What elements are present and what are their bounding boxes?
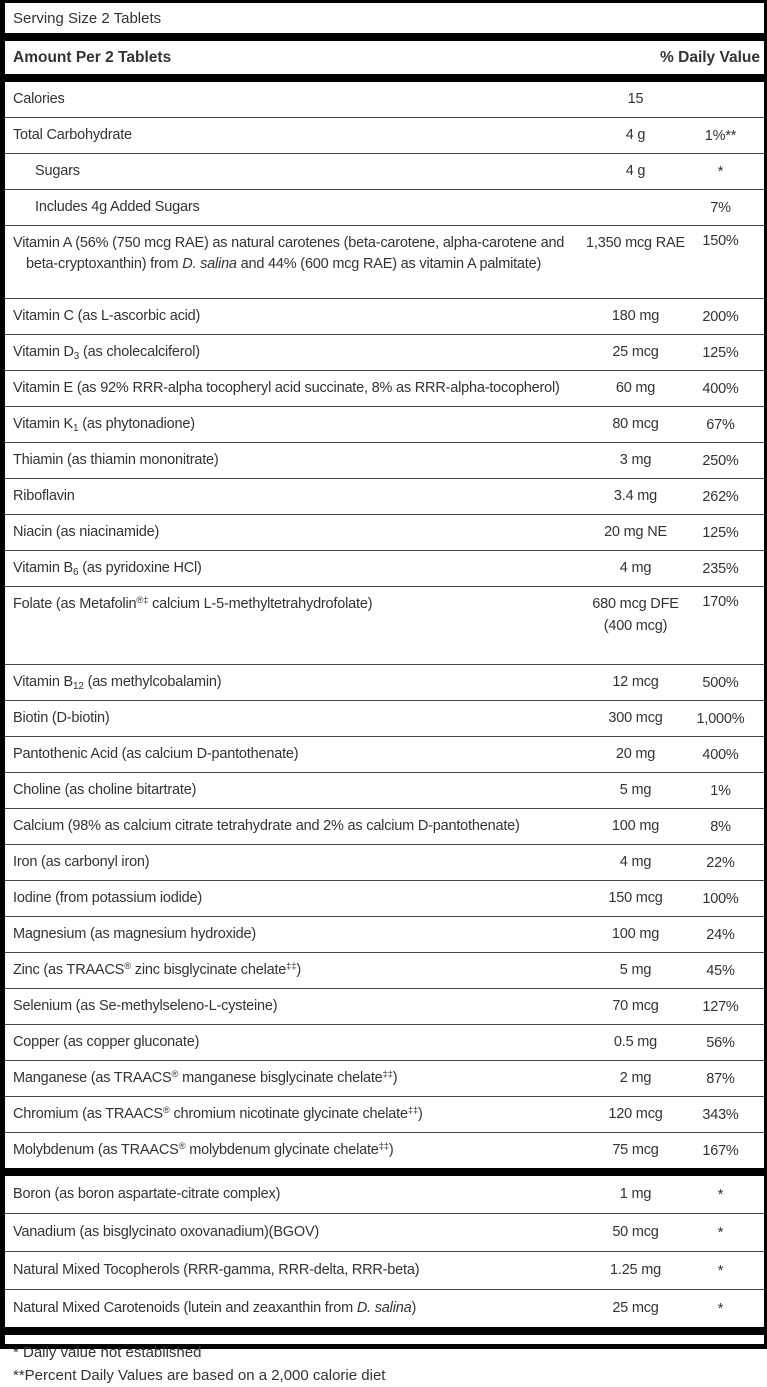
- table-row: [5, 407, 764, 443]
- table-row: [5, 335, 764, 371]
- row-amount: 25 mcg: [578, 1298, 693, 1320]
- row-label: Sugars: [5, 161, 578, 182]
- row-label: Calories: [5, 89, 578, 110]
- row-daily-value: 400%: [693, 747, 748, 763]
- row-amount: 25 mcg: [578, 342, 693, 364]
- row-label: Vanadium (as bisglycinato oxovanadium)(BGOV): [5, 1222, 578, 1243]
- row-amount: 4 g: [578, 161, 693, 183]
- row-daily-value: 24%: [693, 927, 748, 943]
- row-daily-value: 170%: [693, 594, 748, 610]
- row-label: Includes 4g Added Sugars: [5, 197, 578, 218]
- row-daily-value: 262%: [693, 489, 748, 505]
- table-row: [5, 443, 764, 479]
- table-row: [5, 1097, 764, 1133]
- row-label: Zinc (as TRAACS® zinc bisglycinate chelate‡‡): [5, 960, 578, 981]
- row-daily-value: 127%: [693, 999, 748, 1015]
- row-daily-value: 235%: [693, 561, 748, 577]
- row-daily-value: 343%: [693, 1107, 748, 1123]
- row-amount: 12 mcg: [578, 672, 693, 694]
- table-row: [5, 1214, 764, 1252]
- row-label: Total Carbohydrate: [5, 125, 578, 146]
- table-row: [5, 515, 764, 551]
- row-label: Riboflavin: [5, 486, 578, 507]
- table-row: [5, 1290, 764, 1327]
- row-amount: 60 mg: [578, 378, 693, 400]
- row-daily-value: 125%: [693, 525, 748, 541]
- row-label: Vitamin $B_6$ (as pyridoxine HCl): [5, 558, 578, 579]
- row-amount: 4 g: [578, 125, 693, 147]
- table-row: [5, 701, 764, 737]
- row-label: Copper (as copper gluconate): [5, 1032, 578, 1053]
- row-daily-value: 45%: [693, 963, 748, 979]
- row-label: Biotin (D-biotin): [5, 708, 578, 729]
- footnote-percent-dv: **Percent Daily Values are based on a 2,000 calorie diet: [13, 1365, 756, 1387]
- footnotes: [5, 1335, 764, 1387]
- row-daily-value: *: [693, 1301, 748, 1317]
- row-label: Vitamin C (as L-ascorbic acid): [5, 306, 578, 327]
- row-daily-value: 167%: [693, 1143, 748, 1159]
- row-amount: 3.4 mg: [578, 486, 693, 508]
- row-amount: 2 mg: [578, 1068, 693, 1090]
- row-amount: 20 mg: [578, 744, 693, 766]
- table-row: [5, 665, 764, 701]
- table-row: [5, 118, 764, 154]
- row-label: Choline (as choline bitartrate): [5, 780, 578, 801]
- row-label: Calcium (98% as calcium citrate tetrahydrate and 2% as calcium D-pantothenate): [5, 816, 578, 837]
- row-daily-value: *: [693, 1263, 748, 1279]
- row-label: Niacin (as niacinamide): [5, 522, 578, 543]
- table-row: [5, 1133, 764, 1168]
- row-daily-value: *: [693, 1225, 748, 1241]
- row-daily-value: 1,000%: [693, 711, 748, 727]
- rows: [5, 82, 764, 1335]
- table-row: [5, 1252, 764, 1290]
- row-daily-value: 7%: [693, 200, 748, 216]
- row-daily-value: 1%: [693, 783, 748, 799]
- row-label: Pantothenic Acid (as calcium D-pantothenate): [5, 744, 578, 765]
- row-label: Molybdenum (as TRAACS® molybdenum glycinate chelate‡‡): [5, 1140, 578, 1161]
- table-row: [5, 881, 764, 917]
- section-divider: [5, 1327, 764, 1335]
- row-label: Boron (as boron aspartate-citrate complex): [5, 1184, 578, 1205]
- row-label: Vitamin $D_3$ (as cholecalciferol): [5, 342, 578, 363]
- row-daily-value: 500%: [693, 675, 748, 691]
- serving-size-text: Serving Size 2 Tablets: [13, 10, 161, 27]
- row-amount: 4 mg: [578, 558, 693, 580]
- row-label: Vitamin $K_1$ (as phytonadione): [5, 414, 578, 435]
- row-amount-line2: (400 mcg): [578, 616, 693, 638]
- row-label: Folate (as Metafolin®‡ calcium L-5-methyltetrahydrofolate): [5, 594, 578, 615]
- row-label: Magnesium (as magnesium hydroxide): [5, 924, 578, 945]
- row-amount: 100 mg: [578, 924, 693, 946]
- amount-column-header: Amount Per 2 Tablets: [13, 49, 171, 67]
- row-label: Manganese (as TRAACS® manganese bisglycinate chelate‡‡): [5, 1068, 578, 1089]
- row-daily-value: 100%: [693, 891, 748, 907]
- row-amount: 1 mg: [578, 1184, 693, 1206]
- row-amount: 1.25 mg: [578, 1260, 693, 1282]
- table-row: [5, 479, 764, 515]
- row-amount: 150 mcg: [578, 888, 693, 910]
- row-amount: 75 mcg: [578, 1140, 693, 1162]
- row-daily-value: 200%: [693, 309, 748, 325]
- row-amount: 15: [578, 89, 693, 111]
- row-daily-value: 87%: [693, 1071, 748, 1087]
- table-row: [5, 551, 764, 587]
- row-amount: 0.5 mg: [578, 1032, 693, 1054]
- table-row: [5, 1176, 764, 1214]
- row-daily-value: *: [693, 1187, 748, 1203]
- row-label: Thiamin (as thiamin mononitrate): [5, 450, 578, 471]
- row-daily-value: 56%: [693, 1035, 748, 1051]
- table-row: [5, 226, 764, 299]
- row-daily-value: 22%: [693, 855, 748, 871]
- section-divider: [5, 74, 764, 82]
- table-row: [5, 845, 764, 881]
- row-amount: 50 mcg: [578, 1222, 693, 1244]
- row-daily-value: 400%: [693, 381, 748, 397]
- table-row: [5, 809, 764, 845]
- row-daily-value: 125%: [693, 345, 748, 361]
- table-row: [5, 773, 764, 809]
- row-label: Chromium (as TRAACS® chromium nicotinate glycinate chelate‡‡): [5, 1104, 578, 1125]
- row-label: Vitamin E (as 92% RRR-alpha tocopheryl acid succinate, 8% as RRR-alpha-tocopherol): [5, 378, 578, 399]
- row-daily-value: 250%: [693, 453, 748, 469]
- table-row: [5, 371, 764, 407]
- row-amount: 300 mcg: [578, 708, 693, 730]
- row-label: Vitamin A (56% (750 mcg RAE) as natural carotenes (beta-carotene, alpha-carotene and beta-cryptoxanthin) from D. salina and 44% (600 mcg RAE) as vitamin A palmitate): [5, 233, 578, 275]
- row-amount: 1,350 mcg RAE: [578, 233, 693, 255]
- row-amount: 680 mcg DFE (400 mcg): [578, 594, 693, 638]
- footnote-daily-value: * Daily value not established: [13, 1342, 756, 1365]
- table-row: [5, 953, 764, 989]
- section-divider: [5, 33, 764, 41]
- row-label: Selenium (as Se-methylseleno-L-cysteine): [5, 996, 578, 1017]
- row-label: Natural Mixed Carotenoids (lutein and zeaxanthin from D. salina): [5, 1298, 578, 1319]
- row-label: Vitamin $B_{12}$ (as methylcobalamin): [5, 672, 578, 693]
- table-row: [5, 82, 764, 118]
- row-amount: 180 mg: [578, 306, 693, 328]
- table-row: [5, 917, 764, 953]
- table-row: [5, 737, 764, 773]
- table-header-row: [5, 41, 764, 74]
- row-amount: 80 mcg: [578, 414, 693, 436]
- row-amount: 3 mg: [578, 450, 693, 472]
- row-label: Iodine (from potassium iodide): [5, 888, 578, 909]
- row-amount: 4 mg: [578, 852, 693, 874]
- table-row: [5, 1061, 764, 1097]
- row-daily-value: 8%: [693, 819, 748, 835]
- row-amount: 100 mg: [578, 816, 693, 838]
- row-label: Iron (as carbonyl iron): [5, 852, 578, 873]
- row-daily-value: 150%: [693, 233, 748, 249]
- row-amount: 5 mg: [578, 780, 693, 802]
- row-amount: 70 mcg: [578, 996, 693, 1018]
- row-amount: 20 mg NE: [578, 522, 693, 544]
- row-daily-value: 1%**: [693, 128, 748, 144]
- table-row: [5, 1025, 764, 1061]
- table-row: [5, 190, 764, 226]
- section-divider: [5, 1168, 764, 1176]
- row-amount: 5 mg: [578, 960, 693, 982]
- table-row: [5, 299, 764, 335]
- table-row: [5, 154, 764, 190]
- daily-value-column-header: % Daily Value: [660, 49, 760, 67]
- row-label: Natural Mixed Tocopherols (RRR-gamma, RRR-delta, RRR-beta): [5, 1260, 578, 1281]
- table-row: [5, 989, 764, 1025]
- row-daily-value: 67%: [693, 417, 748, 433]
- row-amount: 120 mcg: [578, 1104, 693, 1126]
- serving-size-row: [5, 3, 764, 33]
- row-daily-value: *: [693, 164, 748, 180]
- table-row: [5, 587, 764, 665]
